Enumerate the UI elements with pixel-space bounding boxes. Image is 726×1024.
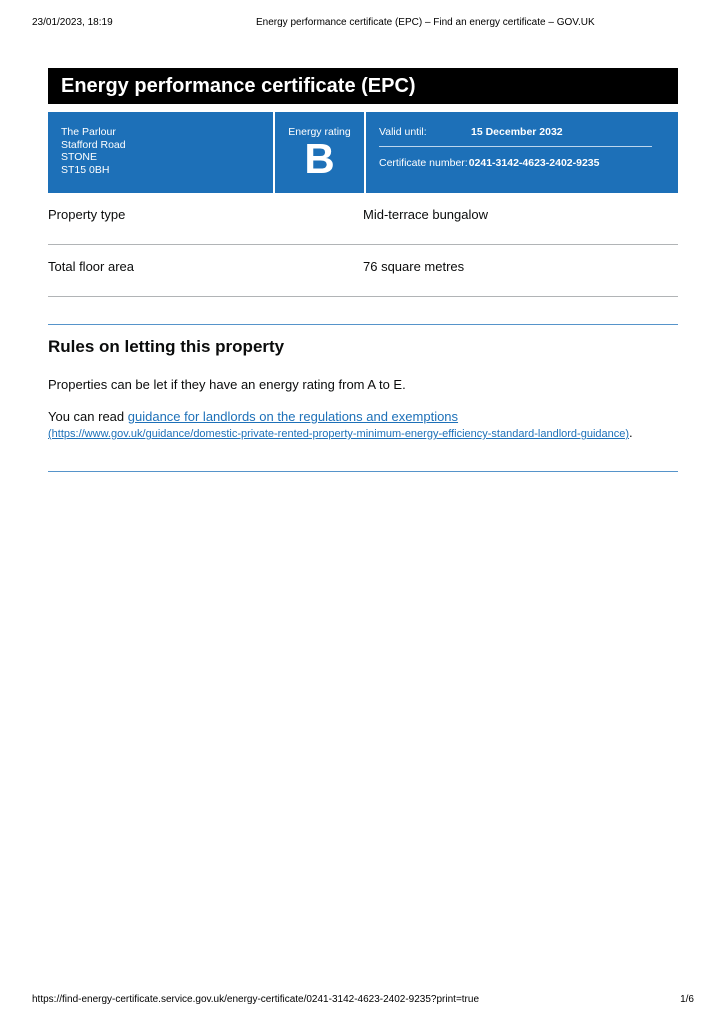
details-divider — [379, 146, 652, 147]
valid-until-row — [379, 126, 665, 138]
section-bottom-divider — [48, 471, 678, 472]
print-url: https://find-energy-certificate.service.gov.uk/energy-certificate/0241-3142-4623-2402-9235?print=true — [32, 994, 480, 1005]
address-block — [48, 112, 273, 193]
energy-rating-letter: B — [304, 135, 335, 182]
page-title: Energy performance certificate (EPC) — [61, 75, 416, 97]
rules-on-letting-section — [48, 324, 678, 472]
address-line-2: Stafford Road — [61, 138, 126, 151]
print-page-title: Energy performance certificate (EPC) – Find an energy certificate – GOV.UK — [256, 17, 595, 28]
rating-rule-text: Properties can be let if they have an energy rating from A to E. — [48, 377, 406, 392]
certificate-number-label: Certificate number: — [379, 157, 468, 169]
valid-until-label: Valid until: — [379, 126, 427, 138]
certificate-number-row — [379, 157, 665, 169]
print-footer — [32, 994, 694, 1008]
certificate-number-value: 0241-3142-4623-2402-9235 — [468, 157, 600, 169]
address-town: STONE — [61, 151, 97, 163]
certificate-summary-panel — [48, 112, 678, 193]
summary-key: Property type — [48, 207, 126, 222]
energy-rating-block — [275, 112, 364, 193]
address-postcode: ST15 0BH — [61, 163, 110, 176]
guidance-suffix: . — [629, 425, 633, 440]
main-content — [48, 68, 678, 472]
certificate-details-block — [366, 112, 678, 193]
section-heading: Rules on letting this property — [48, 337, 285, 356]
guidance-prefix: You can read — [48, 409, 128, 424]
summary-key: Total floor area — [48, 259, 134, 274]
guidance-url-link[interactable]: (https://www.gov.uk/guidance/domestic-private-rented-property-minimum-energy-efficiency-standard-landlord-guidance) — [48, 428, 630, 440]
summary-value: 76 square metres — [363, 259, 465, 274]
summary-value: Mid-terrace bungalow — [363, 207, 489, 222]
address-line-1: The Parlour — [61, 126, 116, 138]
property-summary-list — [48, 193, 678, 297]
certificate-title-bar — [48, 68, 678, 104]
valid-until-value: 15 December 2032 — [471, 126, 563, 138]
summary-row-property-type — [48, 193, 678, 245]
print-header — [32, 17, 694, 31]
summary-row-floor-area — [48, 245, 678, 297]
print-page-number: 1/6 — [680, 994, 694, 1005]
guidance-paragraph — [48, 409, 678, 441]
print-datetime: 23/01/2023, 18:19 — [32, 17, 113, 28]
energy-rating-label: Energy rating — [288, 126, 351, 138]
guidance-link[interactable]: guidance for landlords on the regulations and exemptions — [127, 409, 459, 424]
